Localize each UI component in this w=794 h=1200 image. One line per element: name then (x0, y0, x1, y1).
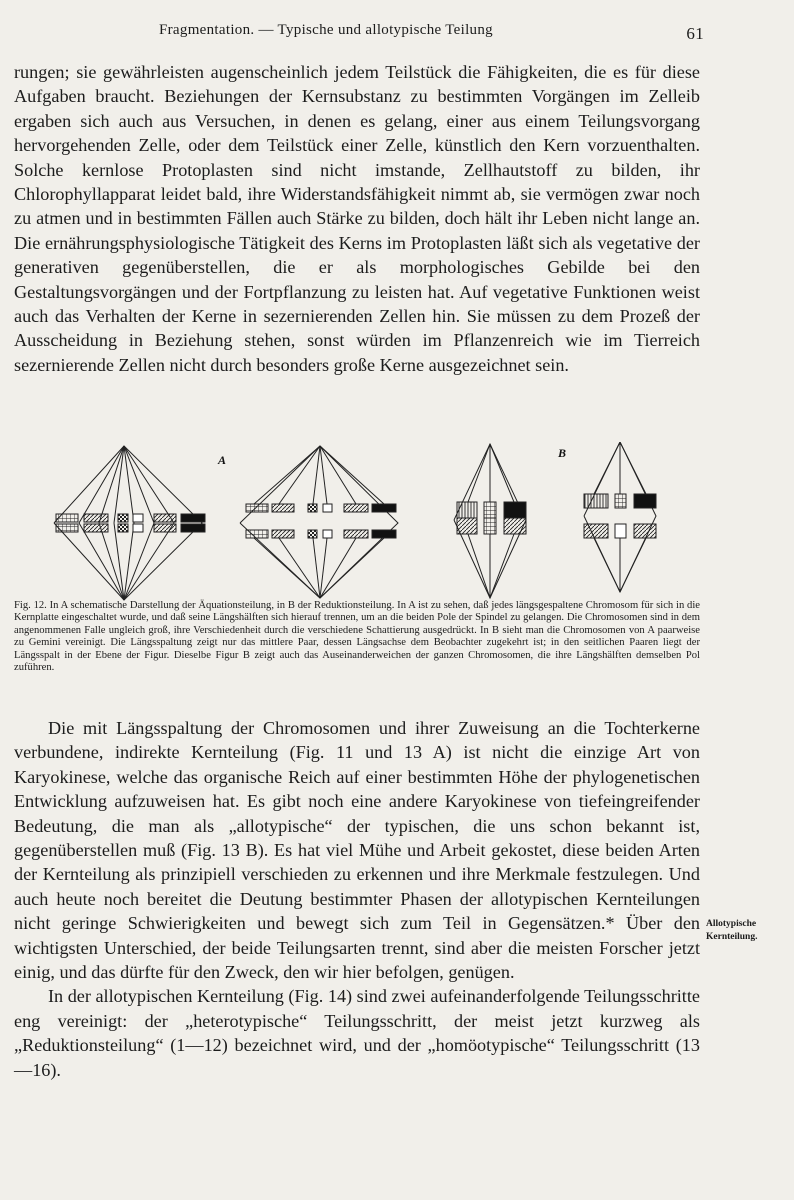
figure-caption (14, 600, 700, 674)
paragraph-1 (14, 60, 700, 377)
figure-caption-text: Fig. 12. In A schematische Darstellung der Äquationsteilung, in B der Reduktionsteilung. In A ist zu sehen, daß jedes längsgespaltene Chromosom für sich in die Kernplatte eingeschaltet wurde, und daß seine Längshälften sich hierauf trennen, um an die beiden Pole der Spindel zu gelangen. Die Chromosomen sind in dem angenommenen Falle ungleich groß, ihre Verschiedenheit durch die verschiedene Schattierung ausgedrückt. In B sieht man die Chromosomen von A paarweise zu Gemini vereinigt. Die Längsspaltung zeigt nur das mittlere Paar, dessen Längsachse dem Beobachter zugekehrt ist; in den seitlichen Paaren liegt der Längsspalt in der Ebene der Figur. Dieselbe Figur B zeigt auch das Auseinanderweichen der ganzen Chromosomen, die ihre Längshälften demselben Pol zuführen. (14, 600, 700, 674)
figure-12-drawing (14, 442, 700, 602)
figure-label-a: A (218, 453, 227, 467)
page-number: 61 (686, 24, 704, 43)
figure-12 (14, 442, 700, 602)
spindle-a2 (240, 446, 398, 598)
margin-note-line-1: Allotypische (706, 919, 757, 929)
figure-label-b: B (558, 446, 567, 460)
spindle-a1 (54, 446, 205, 600)
margin-note (706, 918, 792, 944)
margin-note-line-2: Kernteilung. (706, 932, 758, 942)
spindle-b2 (584, 442, 656, 592)
paragraph-2-text: Die mit Längsspaltung der Chromosomen und ihrer Zuweisung an die Tochterkerne verbundene, indirekte Kernteilung (Fig. 11 und 13 A) ist nicht die einzige Art von Karyokinese, welche das organische Reich auf einer bestimmten Höhe der phylogenetischen Entwicklung aufzuweisen hat. Es gibt noch eine andere Karyokinese von tiefeingreifender Bedeutung, die man als „allotypische“ der typischen, die uns schon bekannt ist, gegenüberstellen muß (Fig. 13 B). Es hat viel Mühe und Arbeit gekostet, diese beiden Arten der Kernteilung als prinzipiell verschieden zu erkennen und ihre Merkmale festzulegen. Und auch heute noch bereitet die Deutung bestimmter Phasen der allotypischen Kernteilungen nicht geringe Schwierigkeiten und bewegt sich zum Teil in Gegensätzen.* Über den wichtigsten Unterschied, der beide Teilungsarten trennt, sind aber die meisten Forscher jetzt einig, und das dürfte für den Zweck, den wir hier befolgen, genügen. (14, 718, 700, 983)
running-header (14, 20, 704, 42)
running-title: Fragmentation. — Typische und allotypische Teilung (159, 22, 493, 38)
paragraph-3-text: In der allotypischen Kernteilung (Fig. 14) sind zwei aufeinanderfolgende Teilungsschritte eng vereinigt: der „heterotypische“ Teilungsschritt, der meist jetzt kurzweg als „Reduktionsteilung“ (1—12) bezeichnet wird, und der „homöotypische“ Teilungsschritt (13—16). (14, 986, 700, 1080)
spindle-b1 (454, 444, 526, 598)
paragraph-2 (14, 716, 700, 1082)
paragraph-1-text: rungen; sie gewährleisten augenscheinlich jedem Teilstück die Fähigkeiten, die es für diese Aufgaben braucht. Beziehungen der Kernsubstanz zu bestimmten Vorgängen im Zelleib ergaben sich auch aus Versuchen, in denen es gelang, einer aus einem Teilungsvorgang hervorgehenden Zelle, oder dem Teilstück einer Zelle, künstlich den Kern vorzuenthalten. Solche kernlose Protoplasten sind nicht imstande, Zellhautstoff zu bilden, ihr Chlorophyllapparat leidet bald, ihre Widerstandsfähigkeit nimmt ab, sie vermögen zwar noch zu atmen und in bestimmten Fällen auch Stärke zu bilden, doch hält ihr Leben nicht lange an. Die ernährungsphysiologische Tätigkeit des Kerns im Protoplasten läßt sich als vegetative der generativen gegenüberstellen, die er als morphologisches Gebilde bei den Gestaltungsvorgängen und der Fortpflanzung zu leisten hat. Auf vegetative Funktionen weist auch das Verhalten der Kerne in sezernierenden Zellen hin. Sie müssen zu dem Prozeß der Ausscheidung in Beziehung stehen, sonst würden im Pflanzenreich wie im Tierreich sezernierende Zellen nicht durch besonders große Kerne ausgezeichnet sein. (14, 62, 700, 375)
